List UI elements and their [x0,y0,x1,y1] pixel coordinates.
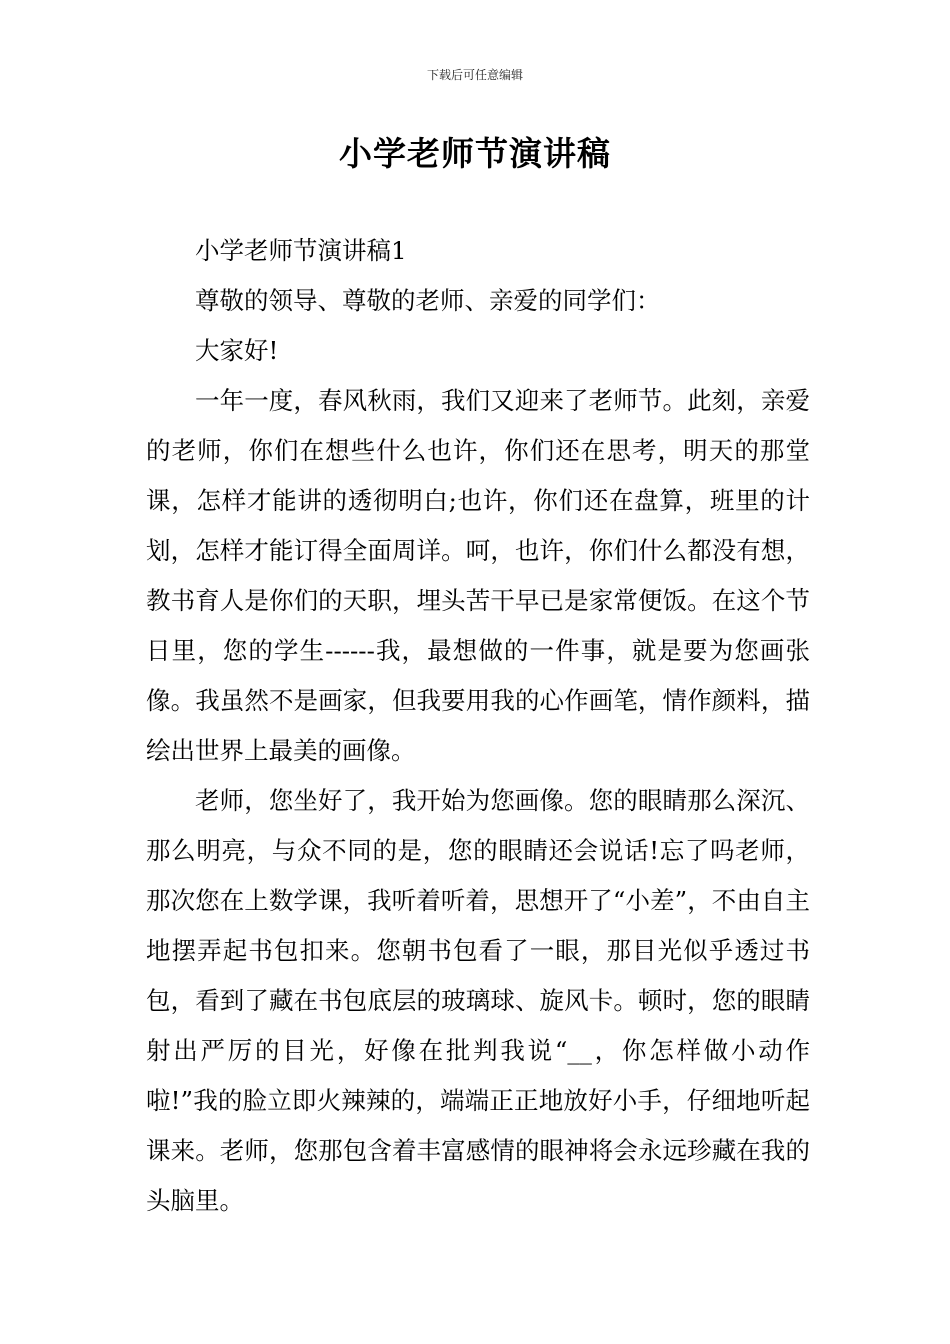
header-note: 下载后可任意编辑 [426,68,523,82]
section-heading: 小学老师节演讲稿1 [195,236,407,265]
paragraph: 一年一度，春风秋雨，我们又迎来了老师节。此刻，亲爱的老师，你们在想些什么也许，你们还在思考，明天的那堂课，怎样才能讲的透彻明白;也许，你们还在盘算，班里的计划，怎样才能订得全面周详。呵，也许，你们什么都没有想，教书育人是你们的天职，埋头苦干早已是家常便饭。在这个节日里，您的学生------我，最想做的一件事，就是要为您画张像。我虽然不是画家，但我要用我的心作画笔，情作颜料，描绘出世界上最美的画像。 [146,386,810,765]
salutation: 尊敬的领导、尊敬的老师、亲爱的同学们： [195,286,661,315]
greeting: 大家好! [195,336,279,365]
document-body [146,226,810,1226]
document-title: 小学老师节演讲稿 [339,134,611,173]
paragraph: 老师，您坐好了，我开始为您画像。您的眼睛那么深沉、那么明亮，与众不同的是，您的眼睛还会说话!忘了吗老师，那次您在上数学课，我听着听着，思想开了“小差”，不由自主地摆弄起书包扣来。您朝书包看了一眼，那目光似乎透过书包，看到了藏在书包底层的玻璃球、旋风卡。顿时，您的眼睛射出严厉的目光，好像在批判我说“__，你怎样做小动作啦!”我的脸立即火辣辣的，端端正正地放好小手，仔细地听起课来。老师，您那包含着丰富感情的眼神将会永远珍藏在我的头脑里。 [146,786,810,1215]
